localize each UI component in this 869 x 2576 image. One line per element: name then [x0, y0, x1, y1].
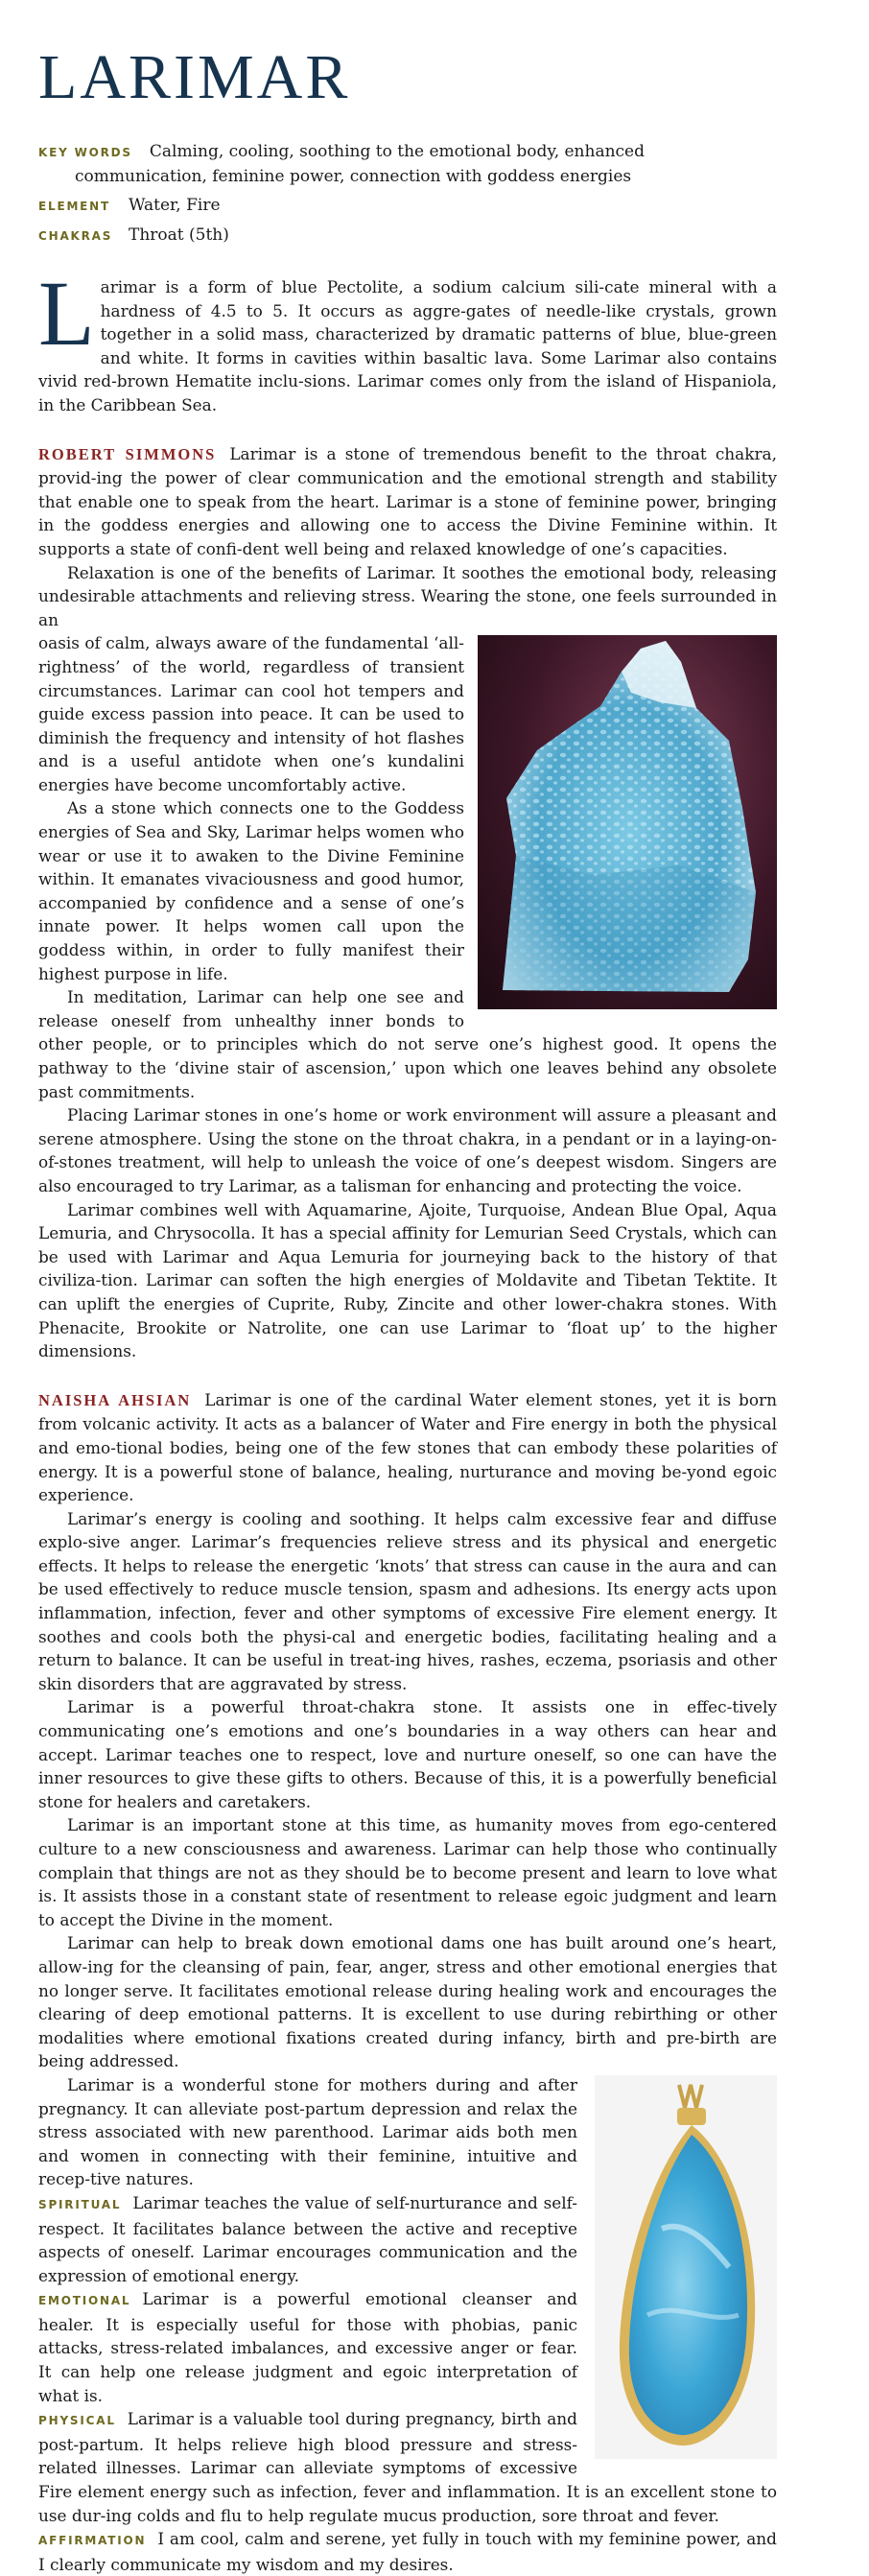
emotional-label: EMOTIONAL — [38, 2294, 131, 2308]
simmons-p2-rest: oasis of calm, always aware of the fundamental ‘all-rightness’ of the world, regardless of transient circumstances. Larimar can cool hot tempers and guide excess passion into peace. It can be used to diminish the frequency and intensity of hot flashes and is a useful antidote when one’s kundalini energies have become uncomfortably active. — [38, 633, 464, 794]
spiritual-paragraph: SPIRITUAL Larimar teaches the value of self-nurturance and self-respect. It facilitates balance between the active and receptive aspects of oneself. Larimar encourages communication and the expression of emotional energy. — [38, 2192, 577, 2285]
ahsian-section — [38, 1388, 777, 2576]
simmons-p4: In meditation, Larimar can help one see and release oneself from unhealthy inner bonds to other people, or to principles which do not serve one’s highest good. It opens the pathway to the ‘divine stair of ascension,’ upon which one leaves behind any obsolete past commitments. — [38, 987, 777, 1101]
intro-text: arimar is a form of blue Pectolite, a sodium calcium sili-cate mineral with a hardness of 4.5 to 5. It occurs as aggre-gates of needle-like crystals, grown together in a solid mass, characterized by dramatic patterns of blue, blue-green and white. It forms in cavities within basaltic lava. Some Larimar also contains vivid red-brown Hematite inclu-sions. Larimar comes only from the island of Hispaniola, in the Caribbean Sea. — [38, 277, 777, 414]
simmons-p1: ROBERT SIMMONS Larimar is a stone of tremendous benefit to the throat chakra, provid-ing the power of clear communication and the emotional strength and stability that enable one to speak from the heart. Larimar is a stone of feminine power, bringing in the goddess energies and allowing one to access the Divine Feminine within. It supports a state of confi-dent well being and relaxed knowledge of one’s capacities. — [38, 443, 777, 558]
simmons-p5: Placing Larimar stones in one’s home or work environment will assure a pleasant and serene atmosphere. Using the stone on the throat chakra, in a pendant or in a laying-on-of-stones treatment, will help to unleash the voice of one’s deepest wisdom. Singers are also encouraged to try Larimar, as a talisman for enhancing and protecting the voice. — [38, 1105, 777, 1195]
emotional-paragraph: EMOTIONAL Larimar is a powerful emotional cleanser and healer. It is especially useful for those with phobias, panic attacks, stress-related imbalances, and excessive anger or fear. It can help one release judgment and egoic interpretation of what is. — [38, 2289, 577, 2405]
ahsian-p2: Larimar’s energy is cooling and soothing. It helps calm excessive fear and diffuse explo-sive anger. Larimar’s frequencies relieve stress and its physical and energetic effects. It helps to release the energetic ‘knots’ that stress can cause in the aura and can be used effectively to reduce muscle tension, spasm and adhesions. Its energy acts upon inflammation, infection, fever and other symptoms of excessive Fire element energy. It soothes and cools both the physi-cal and energetic bodies, facilitating healing and a return to balance. It can be useful in treat-ing hives, rashes, eczema, psoriasis and other skin disorders that are aggravated by stress. — [38, 1508, 777, 1693]
keywords-line1: Calming, cooling, soothing to the emotional body, enhanced — [149, 142, 646, 161]
larimar-rough-photo — [478, 635, 777, 1009]
keywords-label: KEY WORDS — [38, 146, 132, 159]
element-row — [38, 194, 777, 219]
chakras-value: Throat (5th) — [129, 225, 229, 245]
affirmation-label: AFFIRMATION — [38, 2534, 147, 2548]
author-ahsian: NAISHA AHSIAN — [38, 1390, 192, 1409]
ahsian-p3: Larimar is a powerful throat-chakra stone. It assists one in effec-tively communicating one’s emotions and one’s boundaries in a way others can hear and accept. Larimar teaches one to respect, love and nurture oneself, so one can have the inner resources to give these gifts to others. Because of this, it is a powerfully beneficial stone for healers and caretakers. — [38, 1697, 777, 1811]
element-label: ELEMENT — [38, 200, 111, 213]
spiritual-label: SPIRITUAL — [38, 2197, 122, 2211]
author-simmons: ROBERT SIMMONS — [38, 444, 217, 463]
larimar-pendant-photo — [595, 2075, 777, 2459]
affirmation-paragraph: AFFIRMATION I am cool, calm and serene, yet fully in touch with my feminine power, and I clearly communicate my wisdom and my desires. — [38, 2529, 777, 2574]
page-title: LARIMAR — [38, 42, 351, 112]
element-value: Water, Fire — [129, 196, 221, 215]
drop-cap: L — [38, 262, 95, 365]
simmons-section — [38, 442, 777, 1363]
simmons-p2-start: Relaxation is one of the benefits of Larimar. It soothes the emotional body, releasing undesirable attachments and relieving stress. Wearing the stone, one feels surrounded in an — [38, 562, 777, 629]
larimar-pendant-image — [595, 2075, 777, 2459]
keywords-row — [38, 140, 777, 189]
simmons-p6: Larimar combines well with Aquamarine, Ajoite, Turquoise, Andean Blue Opal, Aqua Lemuria, and Chrysocolla. It has a special affinity for Lemurian Seed Crystals, which can be used with Larimar and Aqua Lemuria for journeying back to the history of that civiliza-tion. Larimar can soften the high energies of Moldavite and Tibetan Tektite. It can uplift the energies of Cuprite, Ruby, Zincite and other lower-chakra stones. With Phenacite, Brookite or Natrolite, one can use Larimar to ‘float up’ to the higher dimensions. — [38, 1199, 777, 1361]
keywords-line2: communication, feminine power, connection with goddess energies — [75, 167, 632, 186]
chakras-label: CHAKRAS — [38, 229, 113, 243]
larimar-rough-stone-image — [478, 635, 777, 1009]
ahsian-p1: NAISHA AHSIAN Larimar is one of the cardinal Water element stones, yet it is born from volcanic activity. It acts as a balancer of Water and Fire energy in both the physical and emo-tional bodies, being one of the few stones that can embody these polarities of energy. It is a powerful stone of balance, healing, nurturance and moving be-yond egoic experience. — [38, 1389, 777, 1505]
simmons-p3: As a stone which connects one to the Goddess energies of Sea and Sky, Larimar helps women who wear or use it to awaken to the Divine Feminine within. It emanates vivaciousness and good humor, accompanied by confidence and a sense of one’s innate power. It helps women call upon the goddess within, in order to fully manifest their highest purpose in life. — [38, 798, 464, 983]
chakras-row — [38, 224, 777, 248]
ahsian-p5: Larimar can help to break down emotional dams one has built around one’s heart, allow-ing for the cleansing of pain, fear, anger, stress and other emotional energies that no longer serve. It facilitates emotional release during healing work and encourages the clearing of deep emotional patterns. It is excellent to use during rebirthing or other modalities where emotional fixations created during infancy, birth and pre-birth are being addressed. — [38, 1933, 777, 2071]
ahsian-p6: Larimar is a wonderful stone for mothers during and after pregnancy. It can alleviate post-partum depression and relax the stress associated with new parenthood. Larimar aids both men and women in connecting with their feminine, intuitive and recep-tive natures. — [38, 2074, 577, 2189]
physical-paragraph: PHYSICAL Larimar is a valuable tool during pregnancy, birth and post-partum. It helps relieve high blood pressure and stress-related illnesses. Larimar can alleviate symptoms of excessive Fire element energy such as infection, fever and inflammation. It is an excellent stone to use dur-ing colds and flu to help regulate mucus production, sore throat and fever. — [38, 2409, 777, 2525]
physical-label: PHYSICAL — [38, 2414, 116, 2428]
ahsian-p4: Larimar is an important stone at this time, as humanity moves from ego-centered culture to a new consciousness and awareness. Larimar can help those who continually complain that things are not as they should be to become present and learn to love what is. It assists those in a constant state of resentment to release egoic judgment and learn to accept the Divine in the moment. — [38, 1815, 777, 1929]
intro-paragraph — [38, 262, 777, 417]
